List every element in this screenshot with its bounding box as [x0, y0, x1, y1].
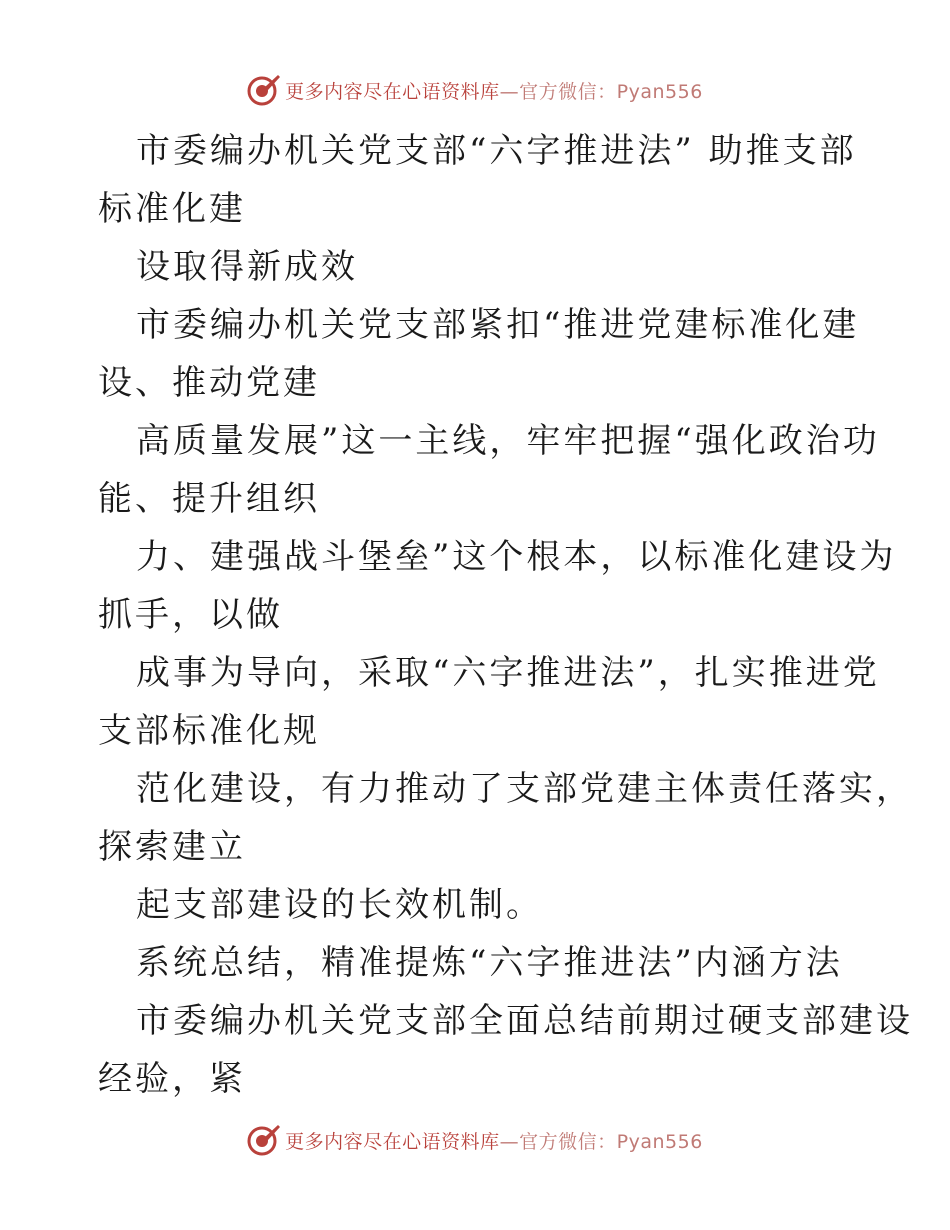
- text-line: 探索建立: [98, 827, 246, 867]
- text-line: 标准化建: [98, 189, 246, 229]
- header-watermark: [0, 70, 950, 110]
- text-line: 经验，紧: [98, 1059, 246, 1099]
- text-line: 抓手，以做: [98, 595, 283, 635]
- pen-seal-icon: [247, 1123, 281, 1157]
- text-line: 成事为导向，采取“六字推进法”，扎实推进党: [136, 653, 880, 693]
- text-line: 设、推动党建: [98, 363, 320, 403]
- text-line: 力、建强战斗堡垒”这个根本，以标准化建设为: [136, 537, 897, 577]
- document-body: [98, 122, 913, 1108]
- pen-seal-icon: [247, 73, 281, 107]
- text-line: 高质量发展”这一主线，牢牢把握“强化政治功: [136, 421, 880, 461]
- watermark-text: 更多内容尽在心语资料库—官方微信：Pyan556: [285, 1130, 703, 1153]
- text-line: 系统总结，精准提炼“六字推进法”内涵方法: [136, 943, 843, 983]
- text-line: 范化建设，有力推动了支部党建主体责任落实，: [136, 769, 913, 809]
- text-line: 起支部建设的长效机制。: [136, 885, 543, 925]
- watermark-text: 更多内容尽在心语资料库—官方微信：Pyan556: [285, 80, 703, 103]
- text-line: 市委编办机关党支部“六字推进法” 助推支部: [136, 131, 857, 171]
- text-line: 设取得新成效: [136, 247, 358, 287]
- text-line: 市委编办机关党支部紧扣“推进党建标准化建: [136, 305, 860, 345]
- text-line: 市委编办机关党支部全面总结前期过硬支部建设: [136, 1001, 913, 1041]
- text-line: 能、提升组织: [98, 479, 320, 519]
- text-line: 支部标准化规: [98, 711, 320, 751]
- footer-watermark: [0, 1120, 950, 1160]
